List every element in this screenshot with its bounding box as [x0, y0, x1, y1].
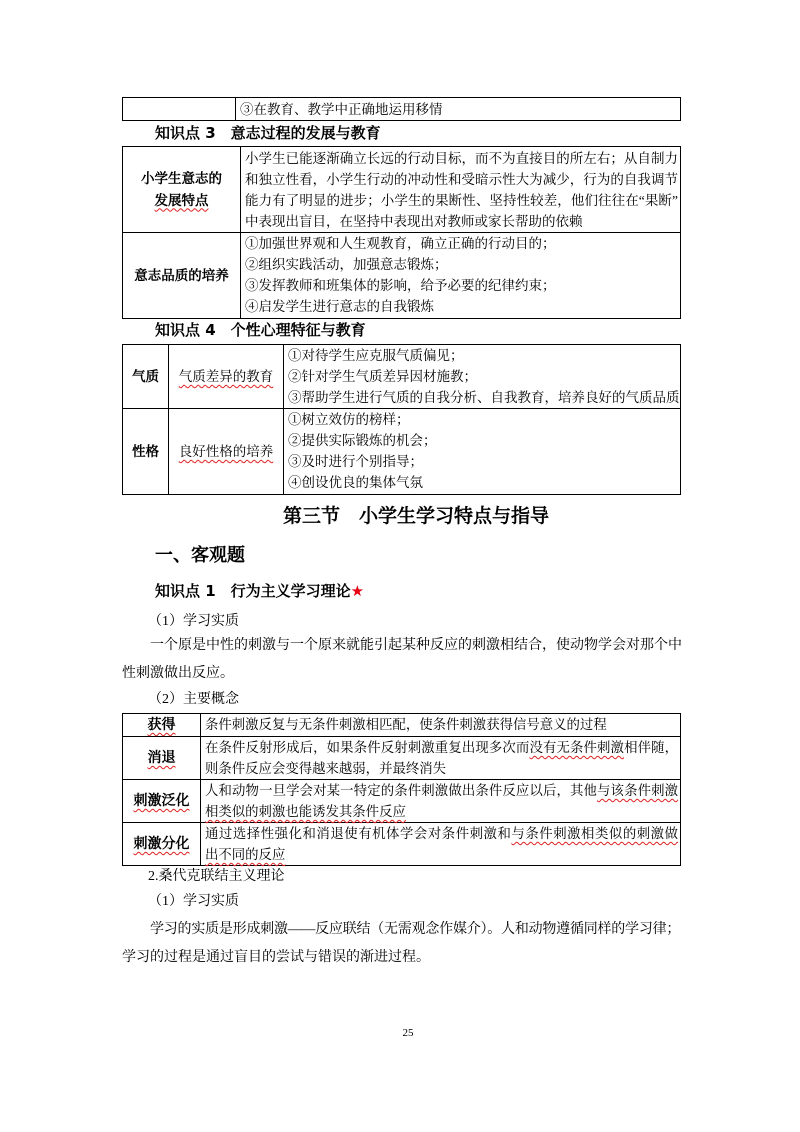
table-cell [201, 823, 681, 866]
list-item: ③帮助学生进行气质的自我分析、自我教育，培养良好的气质品质 [288, 390, 680, 405]
list-item: ③及时进行个别指导； [288, 454, 423, 469]
table-cell [241, 233, 681, 319]
concept-term: 消退 [147, 750, 176, 766]
list-item: ②提供实际锻炼的机会； [288, 433, 437, 448]
table-row [123, 409, 681, 495]
concept-term-cell [123, 737, 201, 780]
list-item: ④创设优良的集体气氛 [288, 475, 423, 490]
star-icon: ★ [350, 582, 365, 600]
item-text: 气质差异的教育 [178, 369, 274, 384]
item-text: 良好性格的培养 [178, 444, 274, 459]
table-cell [284, 409, 681, 495]
text-line [205, 844, 678, 865]
text-segment: 相类似的刺激也能诱发其条件反应 [205, 804, 406, 819]
text-line [205, 780, 678, 801]
row-label-line: 小学生意志的 [141, 170, 222, 187]
concept-term: 获得 [147, 717, 176, 733]
row-label-text: 发展特点 [154, 192, 209, 209]
personality-table [122, 344, 681, 495]
text-line [205, 714, 678, 735]
text-line [205, 758, 678, 779]
concept-term: 刺激泛化 [133, 793, 190, 809]
text-line: 一个原是中性的刺激与一个原来就能引起某种反应的刺激相结合，使动物学会对那个中 [150, 638, 682, 653]
row-label-character: 性格 [123, 409, 169, 495]
list-item: ①加强世界观和人生观教育，确立正确的行动目的； [245, 236, 556, 251]
knowledge-3-heading: 知识点 3 意志过程的发展与教育 [155, 124, 381, 142]
table-cell [201, 714, 681, 737]
text-segment: 相伴随， [624, 740, 679, 755]
knowledge-1-heading [155, 581, 364, 601]
table-row [123, 345, 681, 409]
text-line: 学习的过程是通过盲目的尝试与错误的渐进过程。 [122, 950, 430, 965]
text-line: 学习的实质是形成刺激——反应联结（无需观念作媒介）。人和动物遵循同样的学习律； [150, 922, 680, 937]
concept-term: 刺激分化 [133, 836, 190, 852]
table-cell [241, 147, 681, 233]
row-label-line: 意志品质的培养 [134, 267, 229, 284]
text-segment: 在条件反射形成后，如果条件反射刺激重复出现多次而 [205, 740, 530, 755]
text-line [205, 823, 678, 844]
empty-label-cell [123, 98, 236, 121]
text-segment: 出不同的反应 [205, 847, 286, 862]
row-label-temperament: 气质 [123, 345, 169, 409]
list-item: ②组织实践活动，加强意志锻炼； [245, 257, 448, 272]
text-segment: 没有无条件刺激 [529, 740, 625, 755]
text-segment: 与该条件刺激 [597, 783, 679, 798]
text-line [205, 737, 678, 758]
list-item: ①对待学生应克服气质偏见； [288, 348, 464, 363]
list-item: ③发挥教师和班集体的影响，给予必要的纪律约束； [245, 278, 556, 293]
table-row [123, 147, 681, 233]
list-item: ①树立效仿的榜样； [288, 412, 410, 427]
text-segment: 与条件刺激相类似的刺激做 [511, 826, 678, 841]
table-row [123, 98, 681, 121]
essence-paragraph [122, 632, 680, 688]
thorndike-essence-heading: （1）学习实质 [148, 894, 239, 909]
table-row [123, 714, 681, 737]
thorndike-essence-paragraph [122, 916, 680, 972]
text-line [205, 801, 678, 822]
will-development-table [122, 146, 681, 319]
table-row [123, 233, 681, 319]
row-label-will-cultivation [123, 233, 241, 319]
thorndike-heading: 2.桑代克联结主义理论 [148, 869, 285, 884]
text-segment: 人和动物一旦学会对某一特定的条件刺激做出条件反应以后，其他 [205, 783, 598, 798]
table-cell [201, 780, 681, 823]
text-segment: 则条件反应会变得越来越弱，并最终消失 [205, 761, 447, 776]
text-line: 中表现出盲目，在坚持中表现出对教师或家长帮助的依赖 [245, 214, 583, 229]
concept-term-cell [123, 823, 201, 866]
concepts-table [122, 713, 681, 866]
text-segment: 条件刺激反复与无条件刺激相匹配，使条件刺激获得信号意义的过程 [205, 717, 607, 732]
essence-heading: （1）学习实质 [148, 614, 239, 629]
text-line: 性刺激做出反应。 [122, 666, 234, 681]
section-title: 第三节 小学生学习特点与指导 [283, 505, 550, 527]
list-item: ④启发学生进行意志的自我锻炼 [245, 299, 434, 314]
table-cell [201, 737, 681, 780]
text-line: 能力有了明显的进步；小学生的果断性、坚持性较差，他们往往在“果断” [245, 193, 678, 208]
knowledge-4-heading: 知识点 4 个性心理特征与教育 [155, 321, 366, 339]
concept-term-cell [123, 780, 201, 823]
item-cell [169, 345, 284, 409]
item-cell [169, 409, 284, 495]
concept-term-cell [123, 714, 201, 737]
knowledge-1-title: 知识点 1 行为主义学习理论 [155, 582, 351, 600]
list-item: ②针对学生气质差异因材施教； [288, 369, 477, 384]
table-row [123, 737, 681, 780]
part-heading: 一、客观题 [155, 545, 245, 566]
table-cell [236, 98, 681, 121]
table-row [123, 823, 681, 866]
concepts-heading: （2）主要概念 [148, 692, 239, 707]
table-cell [284, 345, 681, 409]
empathy-table-fragment [122, 97, 681, 121]
text-segment: 通过选择性强化和消退使有机体学会对条件刺激和 [205, 826, 512, 841]
page-number: 25 [402, 1027, 414, 1039]
row-label-will-traits [123, 147, 241, 233]
row-label-line [125, 190, 238, 212]
text-line: 和独立性看，小学生行动的冲动性和受暗示性大为减少，行为的自我调节 [245, 172, 678, 187]
table-row [123, 780, 681, 823]
text-line: 小学生已能逐渐确立长远的行动目标，而不为直接目的所左右；从自制力 [245, 151, 678, 166]
list-item: ③在教育、教学中正确地运用移情 [240, 101, 443, 117]
